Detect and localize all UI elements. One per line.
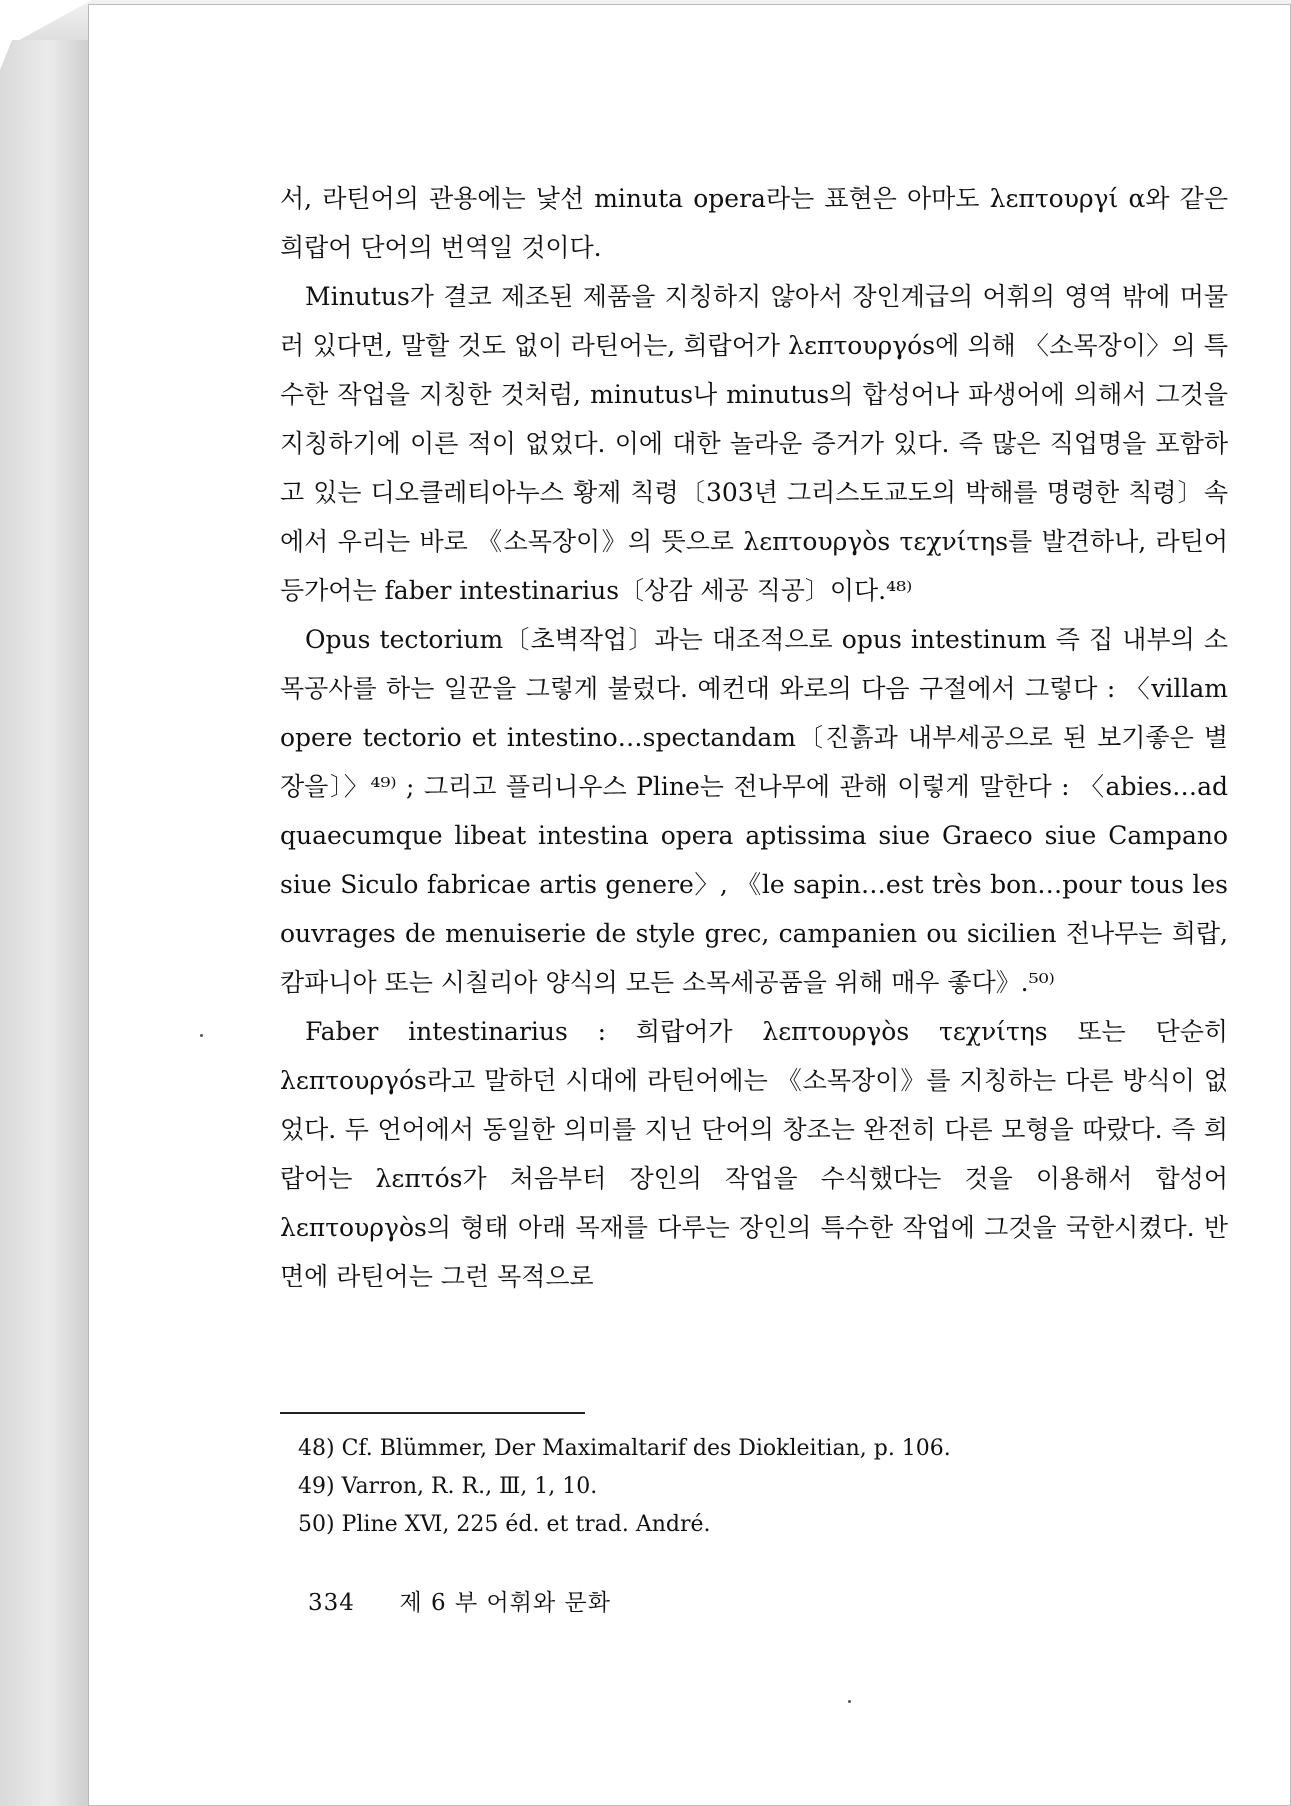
paragraph: 서, 라틴어의 관용에는 낯선 minuta opera라는 표현은 아마도 λεπτουργί α와 같은 희랍어 단어의 번역일 것이다.: [280, 184, 1228, 262]
scan-speck: [848, 1700, 851, 1703]
paragraph: Minutus가 결코 제조된 제품을 지칭하지 않아서 장인계급의 어휘의 영역 밖에 머물러 있다면, 말할 것도 없이 라틴어는, 희랍어가 λεπτουργόs에 의해 〈소목장이〉의 특수한 작업을 지칭한 것처럼, minutus나 minutus의 합성어나 파생어에 의해서 그것을 지칭하기에 이른 적이 없었다. 이에 대한 놀라운 증거가 있다. 즉 많은 직업명을 포함하고 있는 디오클레티아누스 황제 칙령〔303년 그리스도교도의 박해를 명령한 칙령〕속에서 우리는 바로 《소목장이》의 뜻으로 λεπτουργòs τεχνίτηs를 발견하나, 라틴어 등가어는 faber intestinarius〔상감 세공 직공〕이다.⁴⁸⁾: [280, 282, 1228, 605]
footnotes: [298, 1430, 1198, 1544]
section-title: 제 6 부 어휘와 문화: [399, 1590, 611, 1616]
page-footer: [308, 1584, 611, 1617]
footnote: 49) Varron, R. R., Ⅲ, 1, 10.: [298, 1474, 598, 1499]
footnote: 48) Cf. Blümmer, Der Maximaltarif des Diokleitian, p. 106.: [298, 1436, 951, 1461]
page-number: 334: [308, 1590, 355, 1616]
scan-speck: [200, 1034, 203, 1037]
paragraph: Faber intestinarius : 희랍어가 λεπτουργòs τεχνίτηs 또는 단순히 λεπτουργόs라고 말하던 시대에 라틴어에는 《소목장이》를 지칭하는 다른 방식이 없었다. 두 언어에서 동일한 의미를 지닌 단어의 창조는 완전히 다른 모형을 따랐다. 즉 희랍어는 λεπτόs가 처음부터 장인의 작업을 수식했다는 것을 이용해서 합성어 λεπτουργòs의 형태 아래 목재를 다루는 장인의 특수한 작업에 그것을 국한시켰다. 반면에 라틴어는 그런 목적으로: [280, 1017, 1228, 1291]
book-spine: [0, 40, 90, 1806]
footnote: 50) Pline ⅩⅥ, 225 éd. et trad. André.: [298, 1512, 711, 1537]
paragraph: Opus tectorium〔초벽작업〕과는 대조적으로 opus intestinum 즉 집 내부의 소목공사를 하는 일꾼을 그렇게 불렀다. 예컨대 와로의 다음 구절에서 그렇다 : 〈villam opere tectorio et intestino…spectandam〔진흙과 내부세공으로 된 보기좋은 별장을〕〉⁴⁹⁾ ; 그리고 플리니우스 Pline는 전나무에 관해 이렇게 말한다 : 〈abies…ad quaecumque libeat intestina opera aptissima siue Graeco siue Campano siue Siculo fabricae artis genere〉, 《le sapin…est très bon…pour tous les ouvrages de menuiserie de style grec, campanien ou sicilien 전나무는 희랍, 캄파니아 또는 시칠리아 양식의 모든 소목세공품을 위해 매우 좋다》.⁵⁰⁾: [280, 625, 1228, 997]
footnote-divider: [280, 1412, 585, 1414]
body-text: [280, 174, 1228, 1301]
page: [88, 4, 1291, 1806]
